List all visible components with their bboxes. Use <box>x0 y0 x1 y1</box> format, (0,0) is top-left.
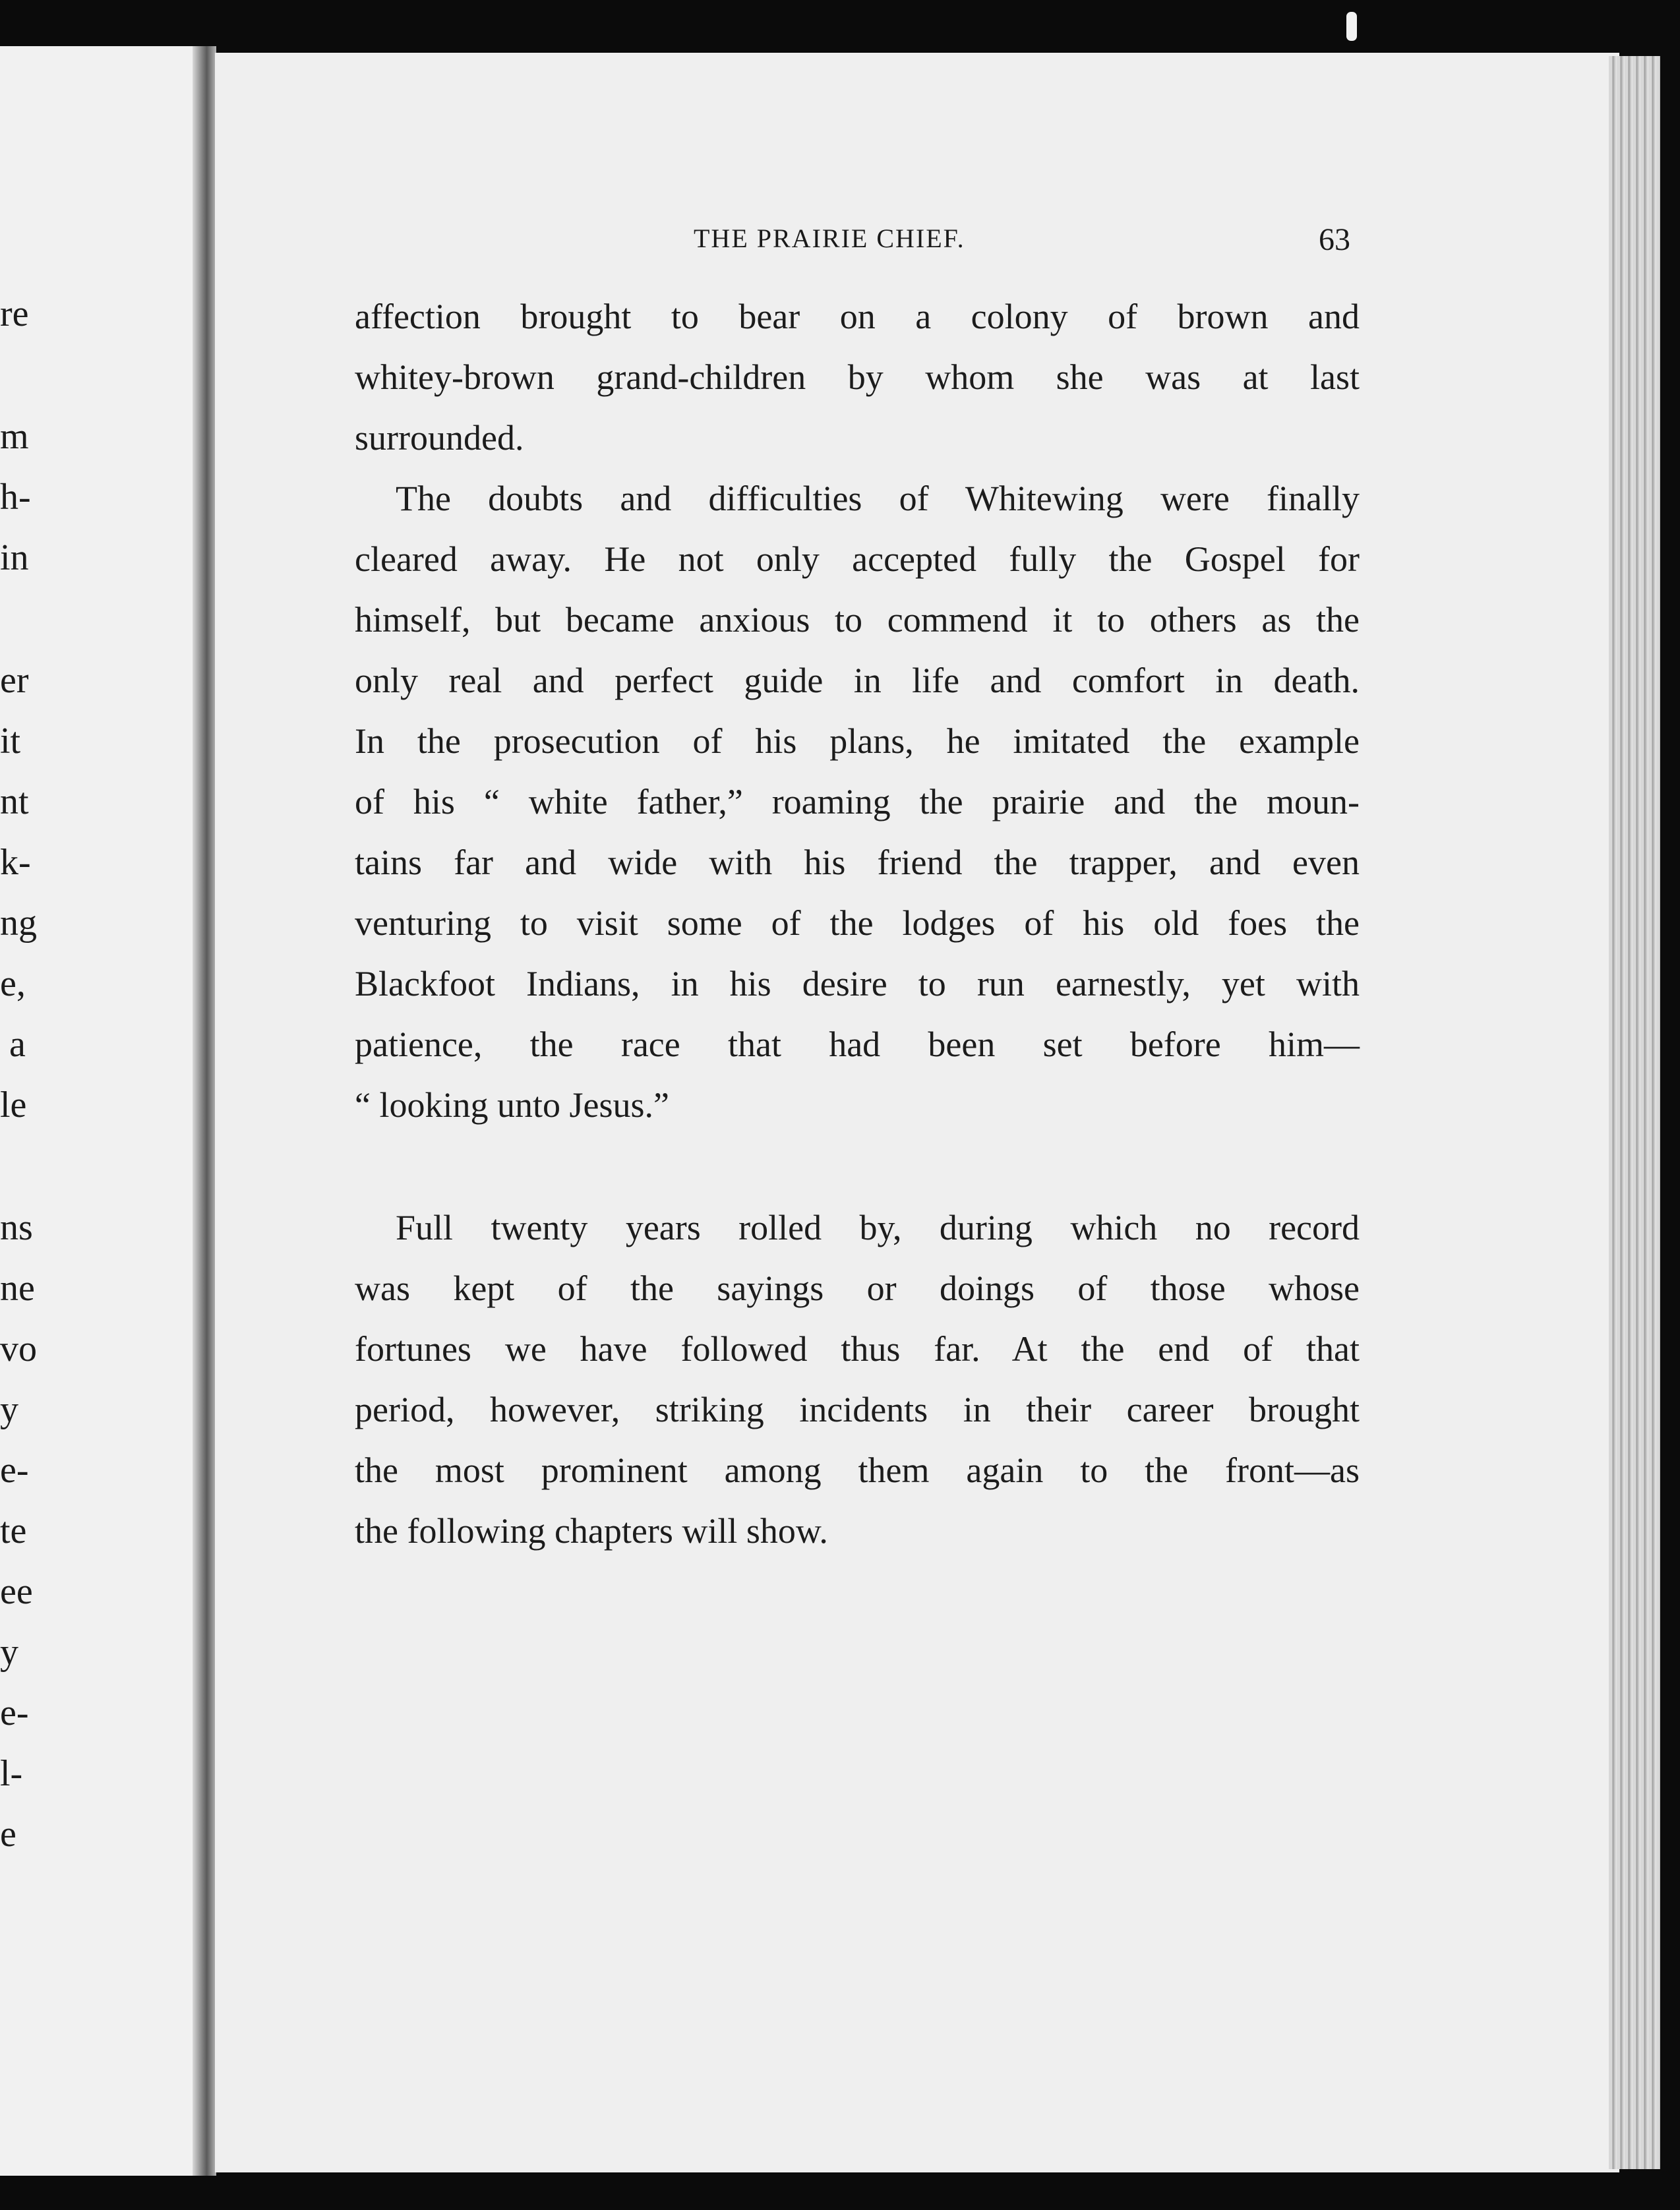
left-page-fragment: y <box>0 1389 18 1430</box>
left-page-fragment: le <box>0 1085 27 1125</box>
left-page-fragment: e- <box>0 1450 29 1491</box>
text-line: affection brought to bear on a colony of brown and <box>355 297 1360 336</box>
left-page-fragment: vo <box>0 1329 37 1369</box>
left-page-fragment: nt <box>0 781 29 822</box>
text-line: was kept of the sayings or doings of those whose <box>355 1269 1360 1308</box>
left-page-fragment: e, <box>0 963 26 1004</box>
left-page-fragment: ee <box>0 1571 33 1612</box>
left-page-fragment: in <box>0 537 29 578</box>
text-line: period, however, striking incidents in their career brought <box>355 1390 1360 1429</box>
left-page-fragment: e <box>0 1814 16 1855</box>
running-head: THE PRAIRIE CHIEF. <box>694 224 965 253</box>
text-line: “ looking unto Jesus.” <box>355 1085 669 1125</box>
text-line: of his “ white father,” roaming the prairie and the moun- <box>355 782 1360 821</box>
text-line: whitey-brown grand-children by whom she was at last <box>355 357 1360 397</box>
text-line: In the prosecution of his plans, he imitated the example <box>355 721 1360 761</box>
left-page-fragment: er <box>0 660 29 701</box>
left-page-fragment: te <box>0 1510 27 1551</box>
text-line: patience, the race that had been set before him— <box>355 1025 1360 1064</box>
left-page-fragment: e- <box>0 1692 29 1733</box>
left-page-fragment: re <box>0 293 29 334</box>
text-line: The doubts and difficulties of Whitewing were finally <box>396 479 1360 518</box>
left-page-fragment: it <box>0 721 21 762</box>
text-line: venturing to visit some of the lodges of his old foes the <box>355 903 1360 943</box>
left-page-fragment: ng <box>0 903 37 943</box>
left-page-fragment: m <box>0 416 29 457</box>
text-line: fortunes we have followed thus far. At the end of that <box>355 1329 1360 1369</box>
text-line: the following chapters will show. <box>355 1511 828 1551</box>
left-page-fragment: ne <box>0 1268 35 1309</box>
page-number: 63 <box>1319 222 1350 257</box>
text-line: only real and perfect guide in life and comfort in death. <box>355 661 1360 700</box>
left-page-fragment: h- <box>0 477 31 518</box>
text-line: Full twenty years rolled by, during which no record <box>396 1208 1360 1247</box>
left-page-fragment: y <box>0 1632 18 1673</box>
left-page-fragment: a <box>9 1024 26 1065</box>
text-line: himself, but became anxious to commend it to others as the <box>355 600 1360 640</box>
page-edges <box>1609 56 1660 2169</box>
left-page-fragment: ns <box>0 1207 33 1248</box>
text-line: cleared away. He not only accepted fully the Gospel for <box>355 539 1360 579</box>
left-page-fragment: l- <box>0 1753 23 1794</box>
text-line: Blackfoot Indians, in his desire to run earnestly, yet with <box>355 964 1360 1003</box>
scan-mark <box>1346 12 1357 41</box>
text-line: the most prominent among them again to the front—as <box>355 1450 1360 1490</box>
book-gutter <box>193 46 216 2176</box>
text-line: tains far and wide with his friend the trapper, and even <box>355 843 1360 882</box>
left-page-fragment: k- <box>0 842 31 883</box>
text-line: surrounded. <box>355 418 524 458</box>
